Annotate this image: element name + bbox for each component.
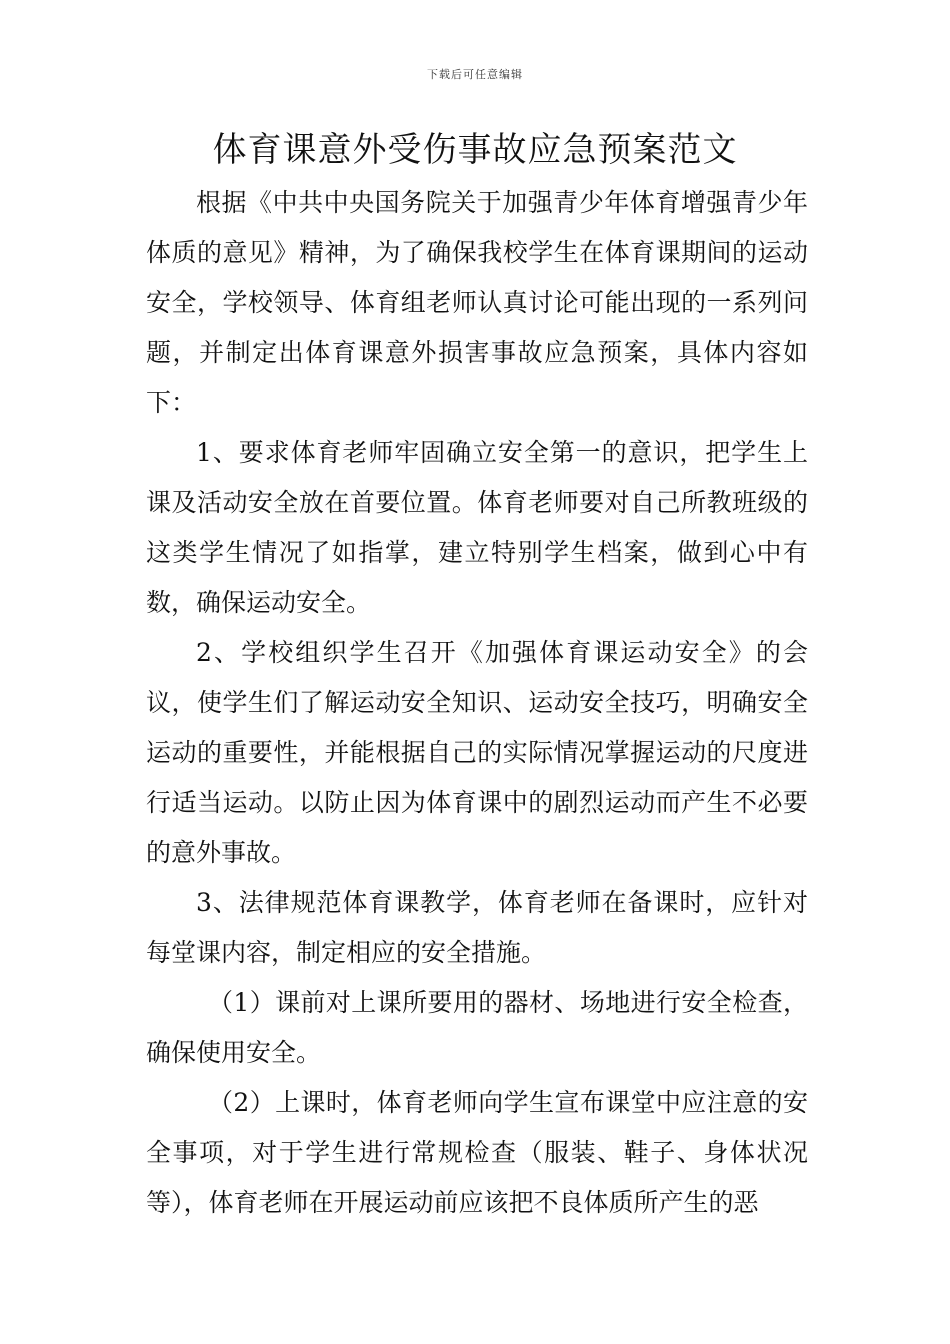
paragraph-subitem-1: （1）课前对上课所要用的器材、场地进行安全检查，确保使用安全。 bbox=[146, 988, 808, 1067]
paragraph-subitem-2: （2）上课时，体育老师向学生宣布课堂中应注意的安全事项，对于学生进行常规检查（服装、鞋子、身体状况等），体育老师在开展运动前应该把不良体质所产生的恶 bbox=[146, 1088, 808, 1217]
document-title: 体育课意外受伤事故应急预案范文 bbox=[212, 130, 738, 170]
document-body bbox=[146, 178, 808, 1228]
paragraph-item-1: 1、要求体育老师牢固确立安全第一的意识，把学生上课及活动安全放在首要位置。体育老师要对自己所教班级的这类学生情况了如指掌，建立特别学生档案，做到心中有数，确保运动安全。 bbox=[146, 438, 808, 617]
header-note: 下载后可任意编辑 bbox=[427, 68, 523, 81]
paragraph-intro: 根据《中共中央国务院关于加强青少年体育增强青少年体质的意见》精神，为了确保我校学生在体育课期间的运动安全，学校领导、体育组老师认真讨论可能出现的一系列问题，并制定出体育课意外损害事故应急预案，具体内容如下： bbox=[146, 188, 808, 417]
paragraph-item-2: 2、学校组织学生召开《加强体育课运动安全》的会议，使学生们了解运动安全知识、运动安全技巧，明确安全运动的重要性，并能根据自己的实际情况掌握运动的尺度进行适当运动。以防止因为体育课中的剧烈运动而产生不必要的意外事故。 bbox=[146, 638, 808, 867]
paragraph-item-3: 3、法律规范体育课教学，体育老师在备课时，应针对每堂课内容，制定相应的安全措施。 bbox=[146, 888, 808, 967]
